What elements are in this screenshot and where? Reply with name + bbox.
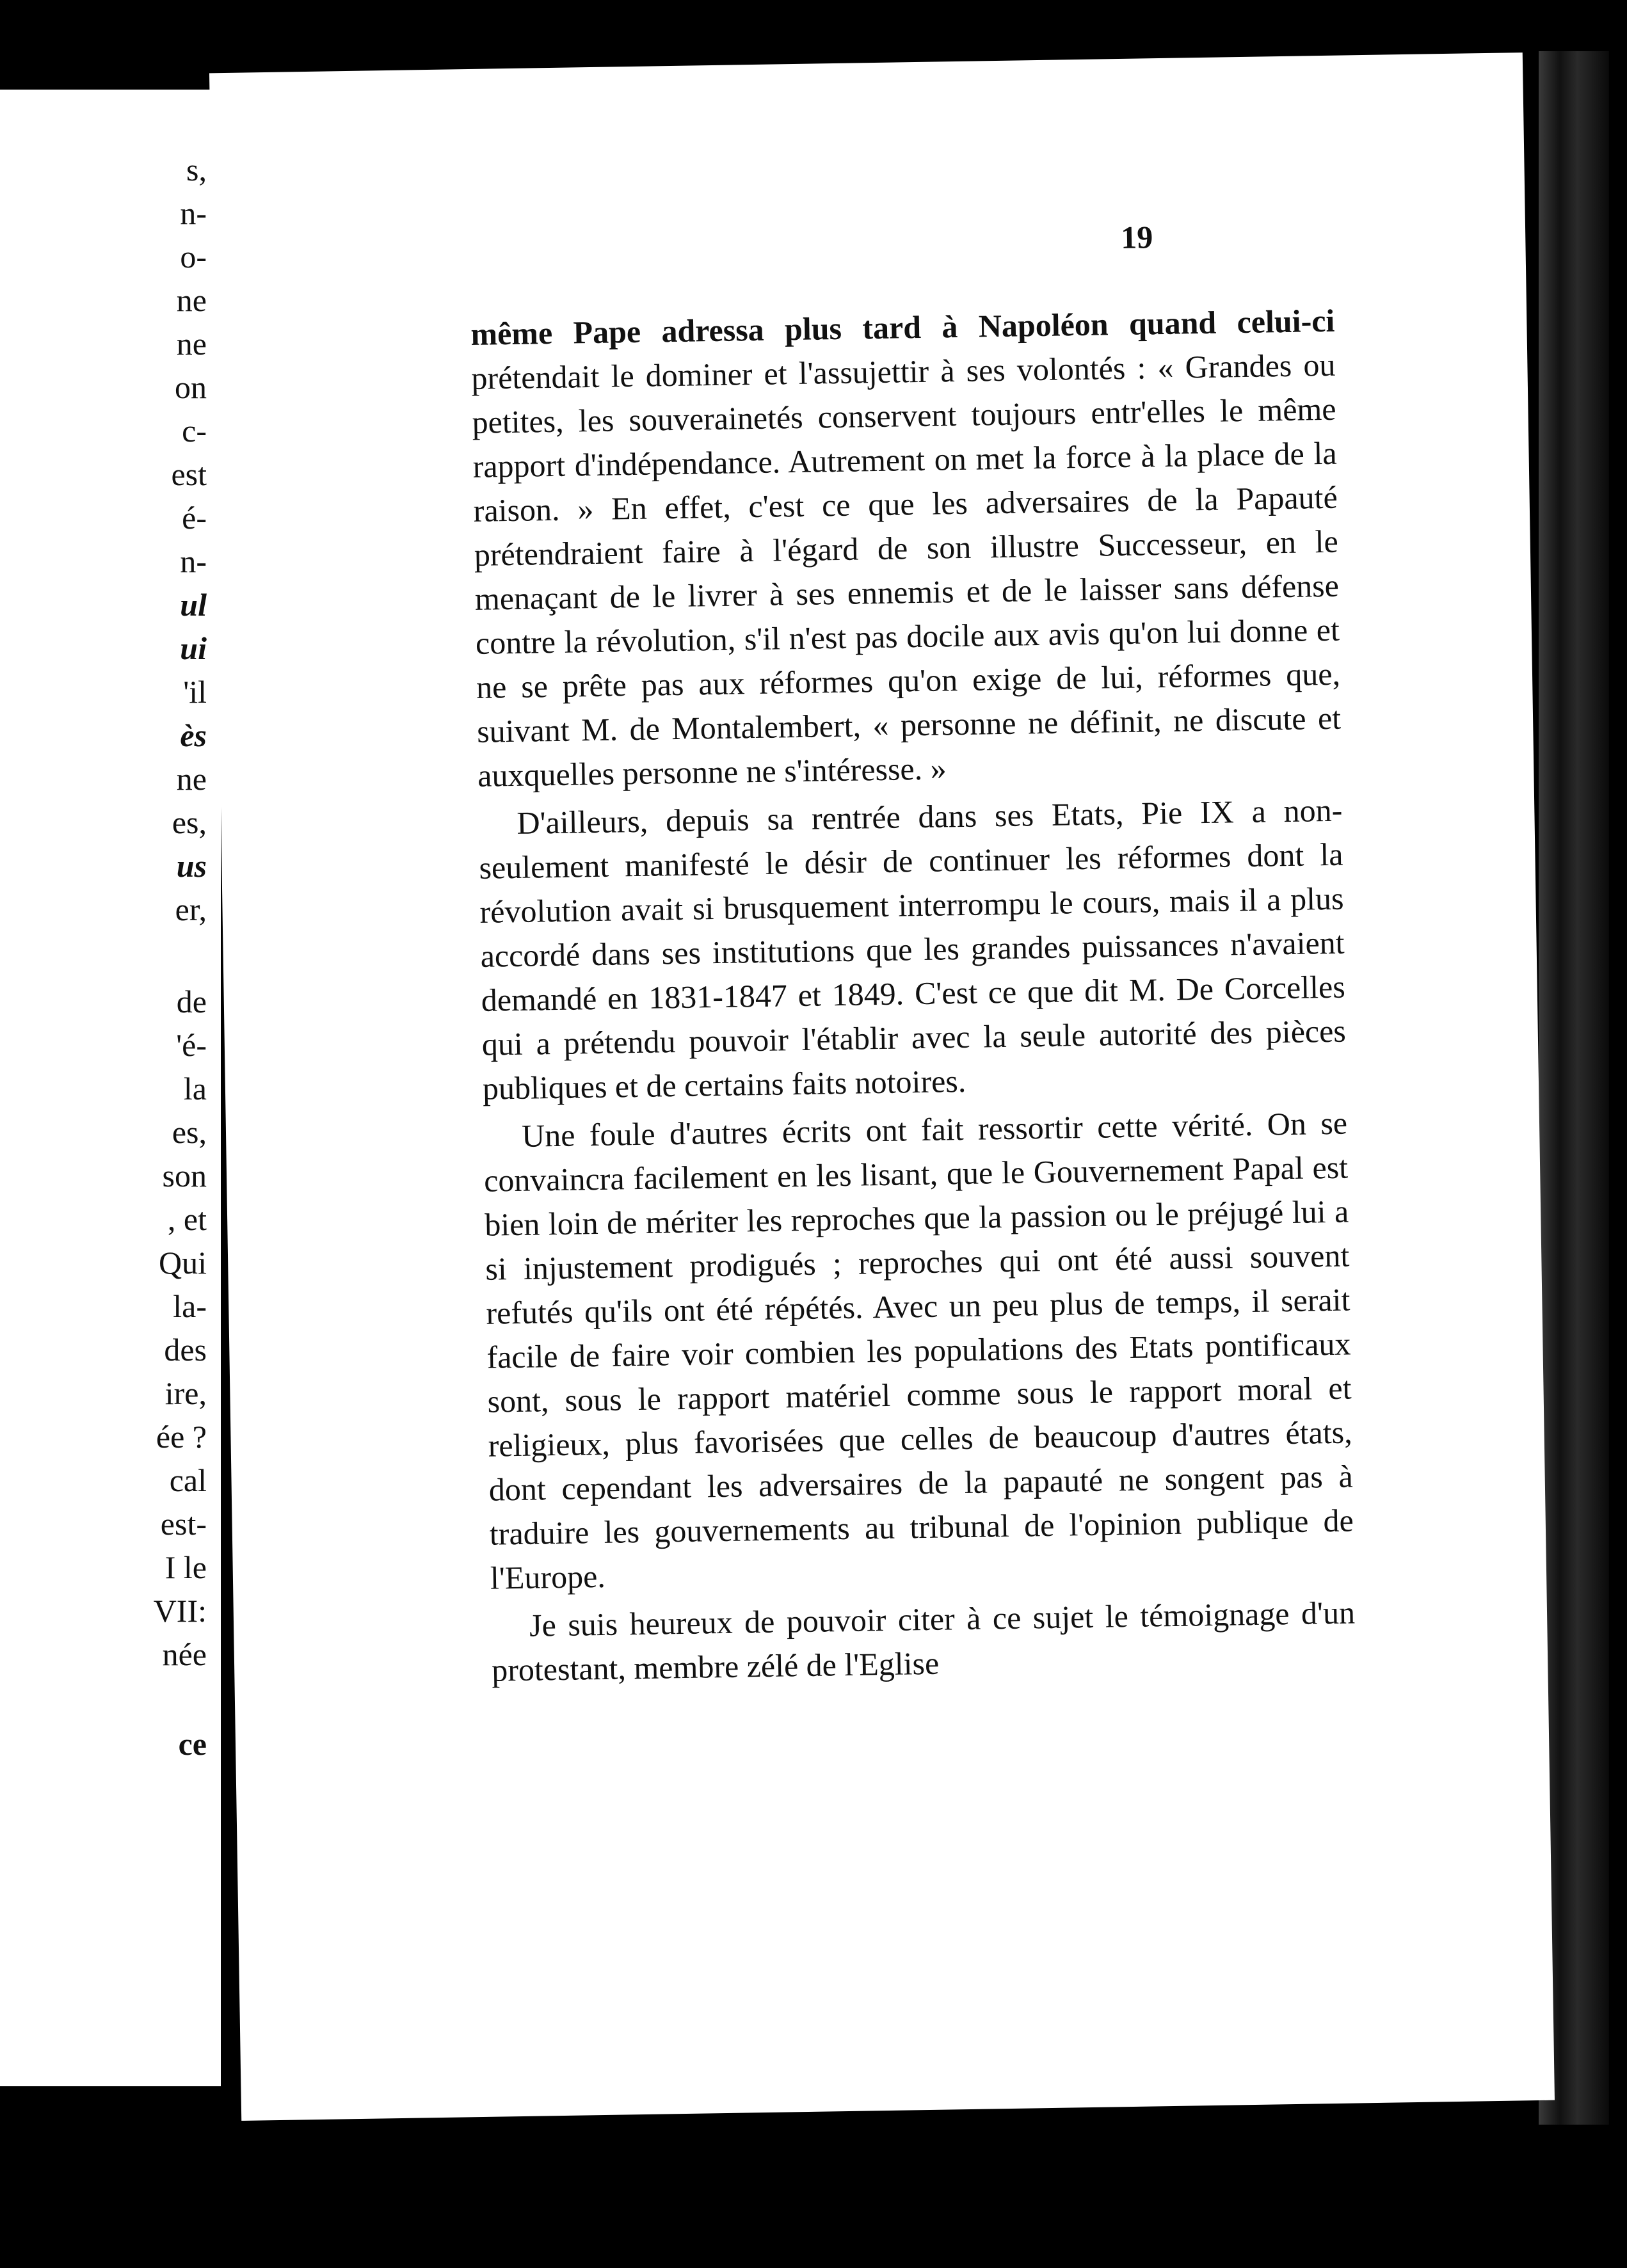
left-page-fragment: er, <box>175 891 207 927</box>
paragraph-3 <box>483 1101 1355 1601</box>
paragraph-text: prétendait le dominer et l'assujettir à ses volontés : « Grandes ou petites, les souverainetés conservent toujours entr'elles le même rapport d'indépendance. Autrement on met la force à la place de la raison. » En effet, c'est ce que les adversaires de la Papauté prétendraient faire à l'égard de son illustre Successeur, en le menaçant de le livrer à ses ennemis et de le laisser sans défense contre la révolution, s'il n'est pas docile aux avis qu'on lui donne et ne se prête pas aux réformes qu'on exige de lui, réformes que, suivant M. de Montalembert, « personne ne définit, ne discute et auxquelles personne ne s'intéresse. » <box>471 346 1342 794</box>
left-page-fragment: est <box>171 456 207 492</box>
left-page-fragment: la- <box>173 1288 207 1324</box>
left-page-fragment: la <box>183 1071 207 1106</box>
left-page-fragment: ès <box>180 717 207 753</box>
left-page-fragment: ire, <box>164 1375 207 1411</box>
left-page-fragment: I le <box>164 1549 207 1585</box>
left-page-fragment: des <box>164 1332 207 1368</box>
left-page-fragment: on <box>175 369 207 405</box>
paragraph-text: Une foule d'autres écrits ont fait ressortir cette vérité. On se convaincra facilement en les lisant, que le Gouvernement Papal est bien loin de mériter les reproches que la passion ou le préjugé lui a si injustement prodigués ; reproches qui ont été aussi souvent refutés qu'ils ont été répétés. Avec un peu plus de temps, il serait facile de faire voir combien les populations des Etats pontificaux sont, sous le rapport matériel comme sous le rapport moral et religieux, plus favorisées que celles de beaucoup d'autres états, dont cependant les adversaires de la papauté ne songent pas à traduire les gouvernements au tribunal de l'opinion publique de l'Europe. <box>483 1105 1354 1596</box>
left-page-fragment: n- <box>180 543 207 579</box>
left-page-fragment: de <box>176 984 207 1019</box>
book-page <box>209 52 1555 2121</box>
left-page-fragment: 'é- <box>176 1027 207 1063</box>
left-page-fragment: son <box>162 1158 207 1194</box>
left-page-fragment: ui <box>180 630 207 666</box>
paragraph-4 <box>491 1590 1356 1692</box>
paragraph-lead: même Pape adressa plus tard à Napoléon quand celui-ci <box>470 302 1335 352</box>
left-page-fragment: ne <box>176 326 207 362</box>
left-page-fragment: n- <box>180 195 207 231</box>
left-page-fragment: ul <box>180 587 207 623</box>
left-facing-page <box>0 90 221 2086</box>
left-page-fragment: es, <box>172 804 207 840</box>
left-page-fragment: o- <box>180 239 207 275</box>
paragraph-2 <box>478 788 1347 1111</box>
left-page-fragment: s, <box>186 152 207 188</box>
left-page-fragment: ée ? <box>156 1419 207 1455</box>
paragraph-1 <box>470 299 1342 798</box>
left-page-fragment: us <box>176 848 207 884</box>
left-page-fragment: c- <box>182 413 207 449</box>
paragraph-text: D'ailleurs, depuis sa rentrée dans ses Etats, Pie IX a non-seulement manifesté le désir de continuer les réformes dont la révolution avait si brusquement interrompu le cours, mais il a plus accordé dans ses institutions que les grandes puissances n'avaient demandé en 1831-1847 et 1849. C'est ce que dit M. De Corcelles qui a prétendu pouvoir l'établir avec la seule autorité des pièces publiques et de certains faits notoires. <box>479 792 1347 1106</box>
left-page-fragment: ce <box>178 1726 207 1762</box>
left-page-fragment: , et <box>167 1201 207 1237</box>
left-page-fragment: née <box>162 1636 207 1672</box>
paragraph-text: Je suis heureux de pouvoir citer à ce sujet le témoignage d'un protestant, membre zélé de l'Eglise <box>491 1594 1356 1688</box>
left-page-fragment: es, <box>172 1114 207 1150</box>
left-page-fragment: Qui <box>159 1245 207 1281</box>
left-page-fragment: VII: <box>153 1593 207 1629</box>
left-page-fragment: cal <box>169 1462 207 1498</box>
page-number: 19 <box>1120 219 1153 255</box>
left-page-fragment: é- <box>182 500 207 536</box>
left-page-fragment: ne <box>176 761 207 797</box>
left-page-fragment: 'il <box>183 674 207 710</box>
page-body <box>470 299 1356 1697</box>
left-page-fragment: ne <box>176 282 207 318</box>
left-page-fragment: est- <box>160 1506 207 1542</box>
